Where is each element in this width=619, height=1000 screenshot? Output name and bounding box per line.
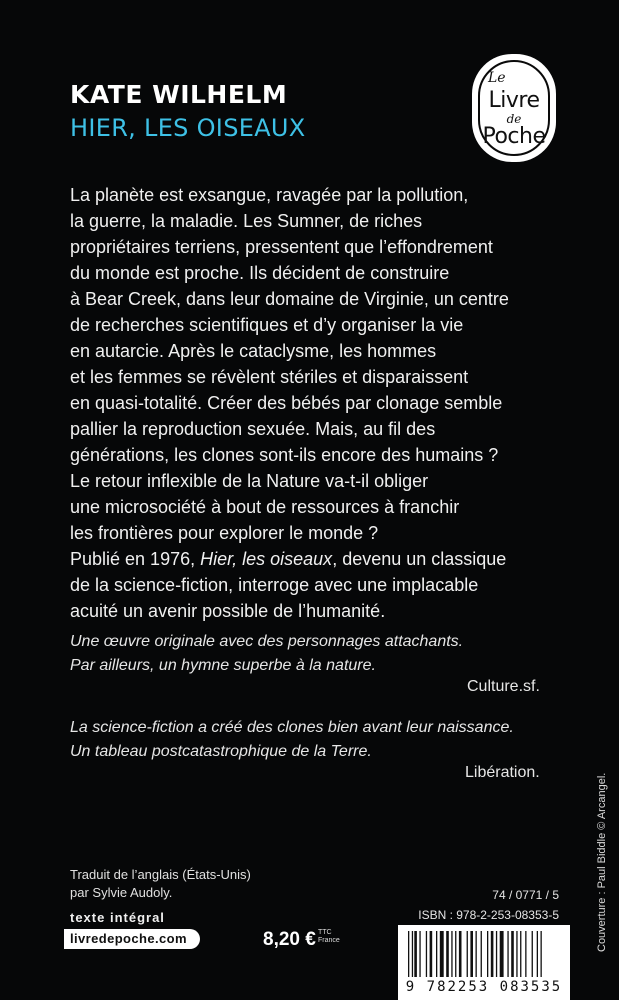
synopsis-line: la guerre, la maladie. Les Sumner, de riches bbox=[70, 211, 423, 231]
translator-line: par Sylvie Audoly. bbox=[70, 885, 173, 900]
barcode-bar bbox=[412, 931, 413, 977]
price-note-france: France bbox=[318, 937, 340, 944]
barcode-bar bbox=[491, 931, 494, 977]
quote-line: Une œuvre originale avec des personnages attachants. bbox=[70, 633, 464, 650]
barcode-bar bbox=[532, 931, 533, 977]
translation-line: Traduit de l’anglais (États-Unis) bbox=[70, 867, 251, 882]
barcode-digits: 9 782253 083535 bbox=[405, 979, 563, 995]
book-title: HIER, LES OISEAUX bbox=[70, 114, 306, 142]
publisher-logo bbox=[472, 54, 556, 162]
synopsis-line: pallier la reproduction sexuée. Mais, au fil des bbox=[70, 419, 436, 439]
barcode-bar bbox=[496, 931, 497, 977]
synopsis-line: à Bear Creek, dans leur domaine de Virginie, un centre bbox=[70, 289, 509, 309]
author-name: KATE WILHELM bbox=[70, 80, 288, 109]
logo-text-livre: Livre bbox=[488, 88, 540, 113]
barcode bbox=[398, 925, 570, 1000]
price-note bbox=[318, 929, 340, 945]
synopsis-line: Le retour inflexible de la Nature va-t-il obliger bbox=[70, 471, 429, 491]
price: 8,20 € bbox=[263, 929, 316, 950]
barcode-bar bbox=[520, 931, 521, 977]
synopsis-line: acuité un avenir possible de l’humanité. bbox=[70, 601, 386, 621]
barcode-bar bbox=[511, 931, 514, 977]
barcode-bar bbox=[446, 931, 449, 977]
quote-line: Un tableau postcatastrophique de la Terre. bbox=[70, 743, 372, 760]
barcode-bars bbox=[408, 931, 560, 977]
barcode-bar bbox=[426, 931, 427, 977]
quote-source-1: Culture.sf. bbox=[467, 678, 540, 695]
quote-source-2: Libération. bbox=[465, 764, 540, 781]
quote-line: Par ailleurs, un hymne superbe à la nature. bbox=[70, 657, 376, 674]
logo-text-poche: Poche bbox=[482, 124, 546, 149]
logo-text-le: Le bbox=[488, 70, 506, 86]
barcode-bar bbox=[408, 931, 409, 977]
barcode-bar bbox=[541, 931, 542, 977]
press-quote-1 bbox=[70, 630, 570, 678]
synopsis-publication-line bbox=[70, 546, 570, 572]
translation-credit bbox=[70, 866, 251, 902]
barcode-bar bbox=[507, 931, 508, 977]
synopsis-pub-suffix: , devenu un classique bbox=[332, 549, 507, 569]
synopsis-line: et les femmes se révèlent stériles et disparaissent bbox=[70, 367, 469, 387]
barcode-bar bbox=[470, 931, 473, 977]
synopsis-line: de la science-fiction, interroge avec une implacable bbox=[70, 575, 479, 595]
price-note-ttc: TTC bbox=[318, 929, 332, 936]
barcode-bar bbox=[516, 931, 517, 977]
barcode-bar bbox=[455, 931, 456, 977]
barcode-bar bbox=[430, 931, 433, 977]
barcode-bar bbox=[500, 931, 504, 977]
barcode-bar bbox=[481, 931, 482, 977]
barcode-bar bbox=[419, 931, 420, 977]
synopsis-line: en autarcie. Après le cataclysme, les hommes bbox=[70, 341, 437, 361]
barcode-bar bbox=[451, 931, 452, 977]
synopsis-line: une microsociété à bout de ressources à franchir bbox=[70, 497, 460, 517]
barcode-bar bbox=[525, 931, 526, 977]
barcode-bar bbox=[436, 931, 437, 977]
website-link[interactable]: livredepoche.com bbox=[64, 929, 200, 949]
quote-line: La science-fiction a créé des clones bien avant leur naissance. bbox=[70, 719, 514, 736]
synopsis-pub-prefix: Publié en 1976, bbox=[70, 549, 201, 569]
synopsis-line: en quasi-totalité. Créer des bébés par clonage semble bbox=[70, 393, 503, 413]
isbn: ISBN : 978-2-253-08353-5 bbox=[418, 908, 559, 922]
synopsis-pub-title: Hier, les oiseaux bbox=[200, 549, 333, 569]
synopsis-line: de recherches scientifiques et d’y organiser la vie bbox=[70, 315, 464, 335]
barcode-bar bbox=[476, 931, 477, 977]
synopsis bbox=[70, 182, 570, 624]
barcode-bar bbox=[487, 931, 488, 977]
barcode-bar bbox=[459, 931, 462, 977]
reference-number: 74 / 0771 / 5 bbox=[492, 888, 559, 902]
synopsis-line: propriétaires terriens, pressentent que l’effondrement bbox=[70, 237, 493, 257]
cover-credit: Couverture : Paul Biddle © Arcangel. bbox=[596, 772, 608, 952]
logo-text-de: de bbox=[506, 112, 522, 126]
barcode-bar bbox=[440, 931, 444, 977]
barcode-bar bbox=[414, 931, 417, 977]
barcode-bar bbox=[537, 931, 538, 977]
press-quote-2 bbox=[70, 716, 570, 764]
synopsis-line: du monde est proche. Ils décident de construire bbox=[70, 263, 450, 283]
barcode-bar bbox=[467, 931, 468, 977]
synopsis-line: les frontières pour explorer le monde ? bbox=[70, 523, 379, 543]
synopsis-line: générations, les clones sont-ils encore des humains ? bbox=[70, 445, 499, 465]
integral-text-label: texte intégral bbox=[70, 910, 165, 925]
synopsis-line: La planète est exsangue, ravagée par la pollution, bbox=[70, 185, 469, 205]
